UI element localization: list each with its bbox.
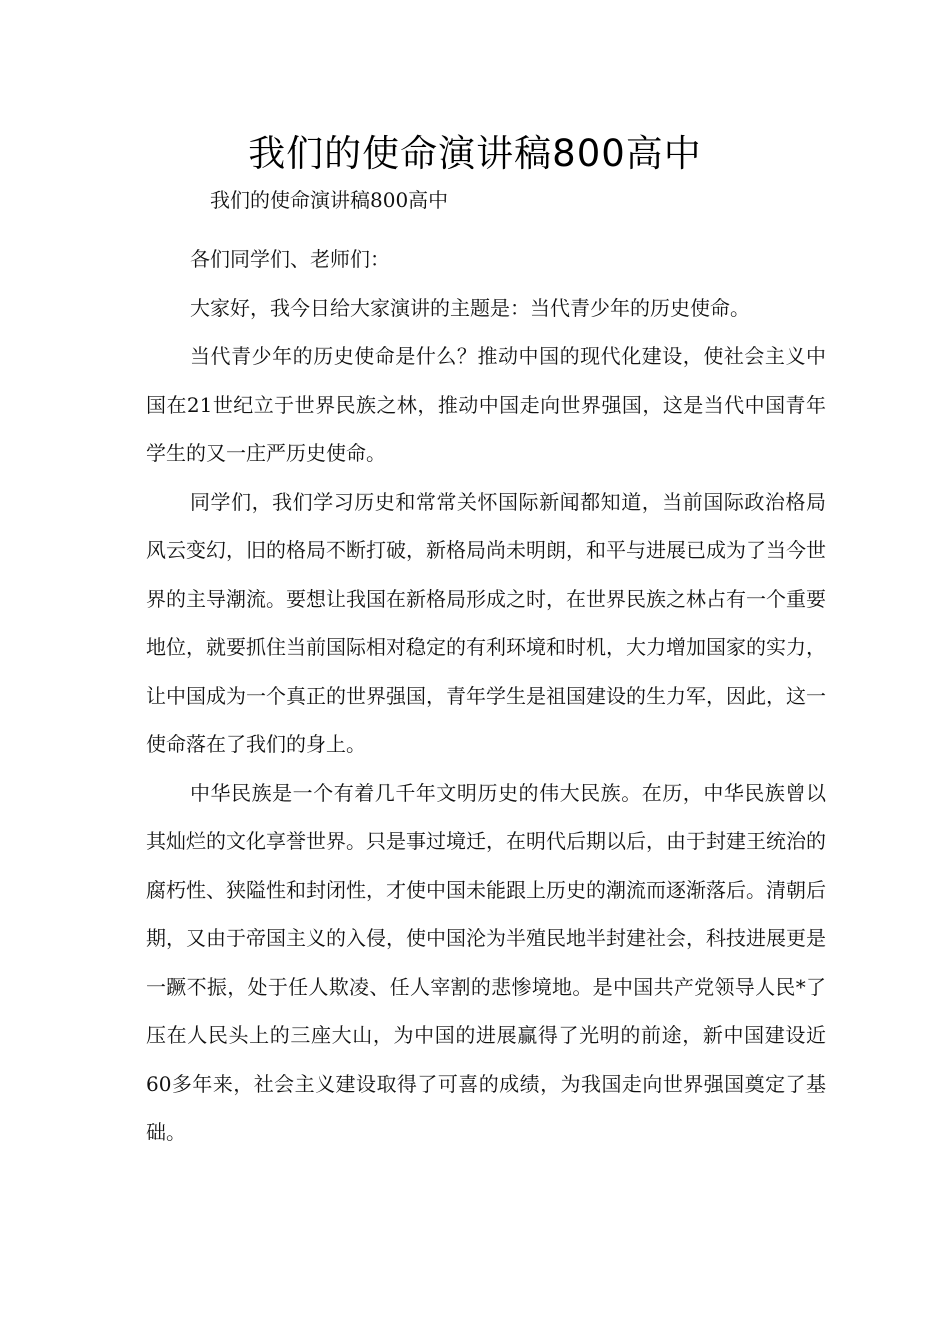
document-subtitle: 我们的使命演讲稿800高中: [210, 188, 449, 212]
document-body: [146, 235, 826, 1157]
paragraph-intro: 大家好，我今日给大家演讲的主题是：当代青少年的历史使命。: [190, 295, 750, 320]
paragraph-mission: 当代青少年的历史使命是什么？推动中国的现代化建设，使社会主义中国在21世纪立于世界民族之林，推动中国走向世界强国，这是当代中国青年学生的又一庄严历史使命。: [146, 344, 826, 465]
paragraph-greeting: 各们同学们、老师们：: [190, 247, 390, 271]
paragraph-international: 同学们，我们学习历史和常常关怀国际新闻都知道，当前国际政治格局风云变幻，旧的格局不断打破，新格局尚未明朗，和平与进展已成为了当今世界的主导潮流。要想让我国在新格局形成之时，在世界民族之林占有一个重要地位，就要抓住当前国际相对稳定的有利环境和时机，大力增加国家的实力，让中国成为一个真正的世界强国，青年学生是祖国建设的生力军，因此，这一使命落在了我们的身上。: [146, 489, 826, 756]
document-title: 我们的使命演讲稿800高中: [248, 132, 702, 175]
paragraph-history: 中华民族是一个有着几千年文明历史的伟大民族。在历，中华民族曾以其灿烂的文化享誉世界。只是事过境迁，在明代后期以后，由于封建王统治的腐朽性、狭隘性和封闭性，才使中国未能跟上历史的潮流而逐渐落后。清朝后期，又由于帝国主义的入侵，使中国沦为半殖民地半封建社会，科技进展更是一蹶不振，处于任人欺凌、任人宰割的悲惨境地。是中国共产党领导人民*了压在人民头上的三座大山，为中国的进展赢得了光明的前途，新中国建设近60多年来，社会主义建设取得了可喜的成绩，为我国走向世界强国奠定了基础。: [146, 780, 826, 1144]
